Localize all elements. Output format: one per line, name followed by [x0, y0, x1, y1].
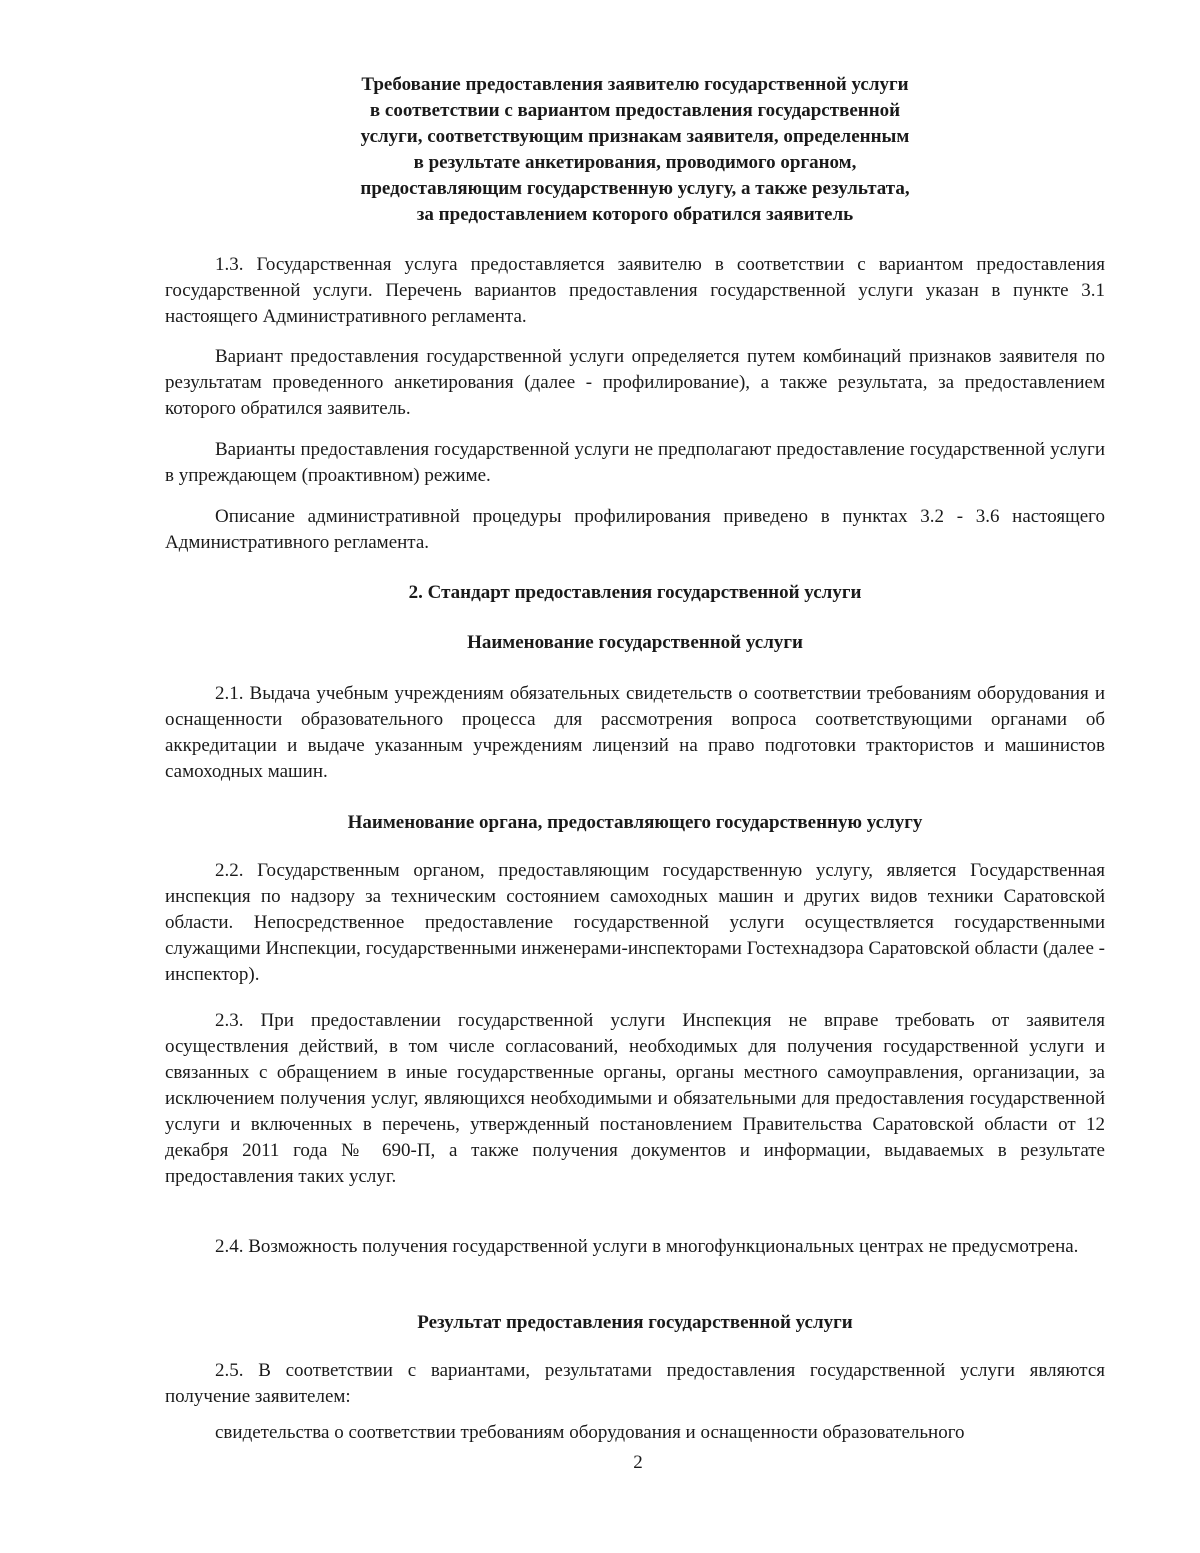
paragraph-2-4: 2.4. Возможность получения государственной услуги в многофункциональных центрах не предусмотрена.: [215, 1236, 1079, 1257]
title-line: Требование предоставления заявителю государственной услуги: [361, 74, 909, 95]
paragraph-2-1: 2.1. Выдача учебным учреждениям обязательных свидетельств о соответствии требованиям оборудования и оснащенности образовательного процесса для рассмотрения вопроса соответствующими органами об аккредитации и выдаче указанным учреждениям лицензий на право подготовки трактористов и машинистов самоходных машин.: [165, 683, 1105, 782]
title-line: в соответствии с вариантом предоставления государственной: [369, 100, 901, 121]
paragraph-2-2: 2.2. Государственным органом, предоставляющим государственную услугу, является Государственная инспекция по надзору за техническим состоянием самоходных машин и других видов техники Саратовской области. Непосредственное предоставление государственной услуги осуществляется государственными служащими Инспекции, государственными инженерами-инспекторами Гостехнадзора Саратовской области (далее - инспектор).: [165, 860, 1105, 985]
document-title: [250, 72, 1020, 228]
title-line: услуги, соответствующим признакам заявителя, определенным: [360, 126, 910, 147]
organ-name-heading: Наименование органа, предоставляющего государственную услугу: [347, 812, 923, 833]
title-line: в результате анкетирования, проводимого органом,: [413, 152, 857, 173]
section-2-heading: 2. Стандарт предоставления государственной услуги: [408, 582, 862, 603]
paragraph-profiling-description: Описание административной процедуры профилирования приведено в пунктах 3.2 - 3.6 настоящего Административного регламента.: [165, 506, 1105, 553]
paragraph-1-3: 1.3. Государственная услуга предоставляется заявителю в соответствии с вариантом предоставления государственной услуги. Перечень вариантов предоставления государственной услуги указан в пункте 3.1 настоящего Административного регламента.: [165, 254, 1105, 327]
page-number: 2: [633, 1452, 643, 1473]
paragraph-variants-proactive: Варианты предоставления государственной услуги не предполагают предоставление государственной услуги в упреждающем (проактивном) режиме.: [165, 439, 1105, 486]
service-name-heading: Наименование государственной услуги: [467, 632, 803, 653]
title-line: предоставляющим государственную услугу, а также результата,: [360, 178, 910, 199]
result-heading: Результат предоставления государственной услуги: [417, 1312, 853, 1333]
title-line: за предоставлением которого обратился заявитель: [416, 204, 854, 225]
paragraph-2-5: 2.5. В соответствии с вариантами, результатами предоставления государственной услуги являются получение заявителем:: [165, 1360, 1105, 1407]
paragraph-variant-definition: Вариант предоставления государственной услуги определяется путем комбинаций признаков заявителя по результатам проведенного анкетирования (далее - профилирование), а также результата, за предоставлением которого обратился заявитель.: [165, 346, 1105, 419]
paragraph-2-3: 2.3. При предоставлении государственной услуги Инспекция не вправе требовать от заявителя осуществления действий, в том числе согласований, необходимых для получения государственной услуги и связанных с обращением в иные государственные органы, органы местного самоуправления, организации, за исключением получения услуг, являющихся необходимыми и обязательными для предоставления государственной услуги и включенных в перечень, утвержденный постановлением Правительства Саратовской области от 12 декабря 2011 года № 690-П, а также получения документов и информации, выдаваемых в результате предоставления таких услуг.: [165, 1010, 1105, 1187]
paragraph-certificate: свидетельства о соответствии требованиям оборудования и оснащенности образовательного: [215, 1422, 965, 1443]
